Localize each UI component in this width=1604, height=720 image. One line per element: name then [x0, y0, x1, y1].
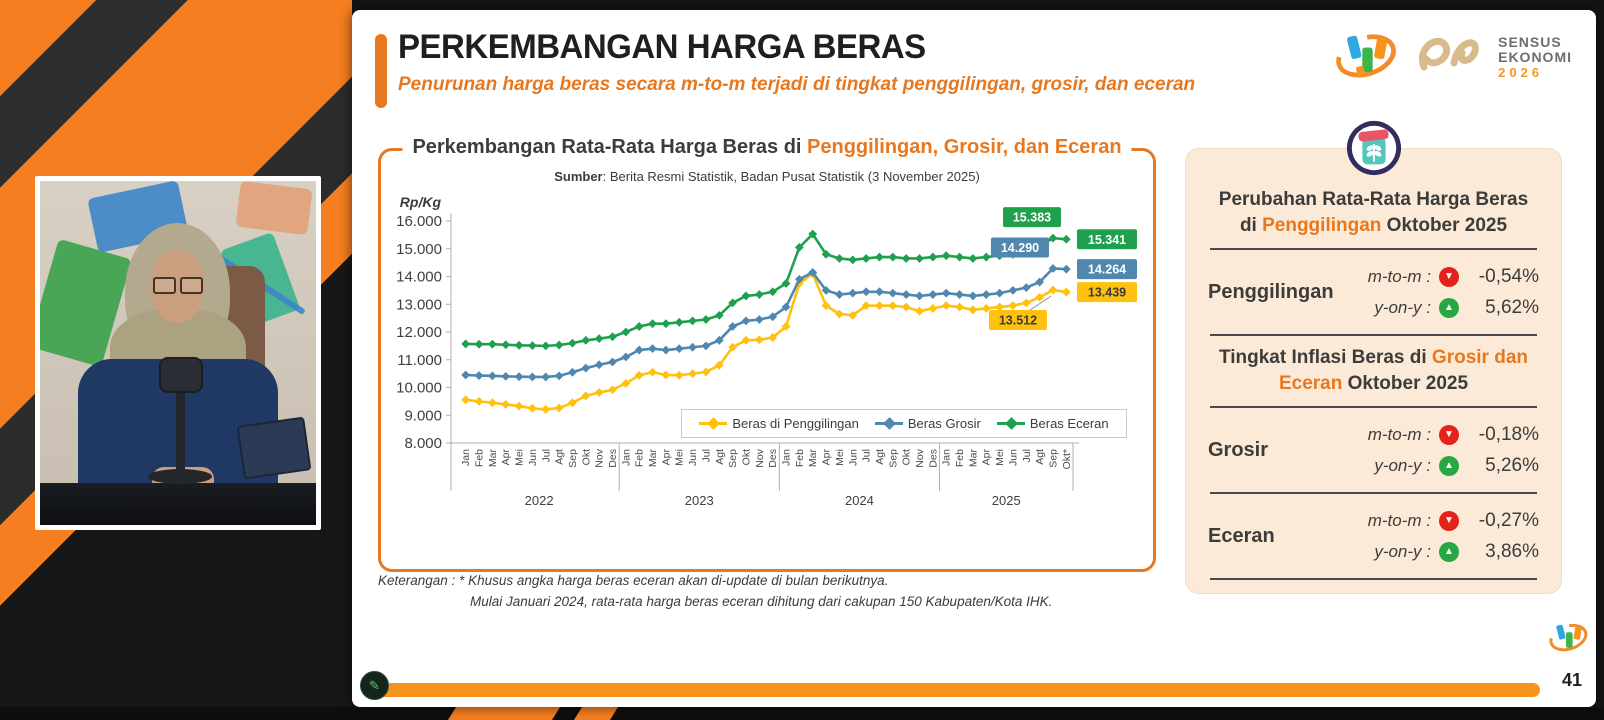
svg-text:9.000: 9.000: [404, 407, 442, 425]
svg-text:Feb: Feb: [633, 449, 646, 468]
panel-heading-grosir-eceran: Tingkat Inflasi Beras di Grosir dan Eceran Oktober 2025: [1218, 347, 1528, 394]
svg-text:2025: 2025: [991, 493, 1021, 508]
presenter-glasses: [180, 277, 203, 294]
svg-text:Agt: Agt: [553, 449, 566, 465]
svg-text:11.000: 11.000: [397, 351, 442, 369]
svg-text:Jul: Jul: [700, 449, 713, 463]
svg-text:Des: Des: [927, 449, 940, 468]
bottom-strip: [0, 707, 1604, 720]
panel-heading-penggilingan: Perubahan Rata-Rata Harga Beras di Penggilingan Oktober 2025: [1218, 189, 1529, 236]
svg-text:Feb: Feb: [793, 449, 806, 468]
legend-item-eceran: Beras Eceran: [997, 416, 1109, 431]
svg-text:Mei: Mei: [994, 449, 1007, 466]
chart-title: Perkembangan Rata-Rata Harga Beras di Penggilingan, Grosir, dan Eceran: [402, 136, 1131, 159]
svg-text:14.000: 14.000: [396, 268, 442, 286]
svg-text:Des: Des: [767, 449, 780, 468]
svg-text:2023: 2023: [684, 493, 714, 508]
svg-text:Mar: Mar: [807, 449, 820, 468]
title-accent-bar: [375, 34, 387, 108]
svg-text:12.000: 12.000: [396, 324, 442, 341]
legend-item-grosir: Beras Grosir: [875, 416, 981, 431]
legend-item-penggilingan: Beras di Penggilingan: [699, 416, 858, 431]
divider: [1210, 334, 1537, 336]
stat-row-eceran: Eceran m-to-m : ▼ -0,27% y-on-y : ▲ 3,86%: [1208, 509, 1539, 562]
stat-row-grosir: Grosir m-to-m : ▼ -0,18% y-on-y : ▲ 5,26%: [1208, 423, 1539, 476]
increase-icon: ▲: [1439, 298, 1459, 318]
pencil-icon: ✎: [360, 671, 389, 700]
svg-text:13.512: 13.512: [998, 313, 1038, 328]
tablet-device: [237, 417, 312, 480]
svg-text:Okt*: Okt*: [1060, 449, 1073, 470]
sensus-ekonomi-label: SENSUS EKONOMI 2026: [1498, 34, 1572, 80]
svg-text:Okt: Okt: [900, 449, 913, 466]
svg-text:Jan: Jan: [940, 449, 953, 466]
page-title: PERKEMBANGAN HARGA BERAS: [398, 28, 926, 66]
chart-source: Sumber: Berita Resmi Statistik, Badan Pusat Statistik (3 November 2025): [554, 169, 980, 184]
decrease-icon: ▼: [1439, 425, 1459, 445]
svg-text:Rp/Kg: Rp/Kg: [399, 194, 441, 210]
presenter-glasses: [153, 277, 176, 294]
legend-swatch-eceran: [997, 422, 1025, 425]
svg-text:14.290: 14.290: [1000, 240, 1040, 255]
svg-text:13.439: 13.439: [1087, 285, 1127, 300]
legend-swatch-penggilingan: [699, 422, 727, 425]
bps-logo-small: [1548, 618, 1590, 661]
svg-text:Des: Des: [607, 449, 619, 468]
svg-text:Jul: Jul: [540, 449, 553, 463]
svg-text:Mar: Mar: [647, 449, 660, 468]
svg-text:Sep: Sep: [1047, 449, 1060, 468]
svg-text:2024: 2024: [844, 493, 874, 508]
svg-text:13.000: 13.000: [396, 296, 442, 314]
svg-text:Mei: Mei: [673, 449, 686, 466]
svg-text:Nov: Nov: [593, 449, 606, 468]
bps-logo: [1334, 26, 1400, 89]
decrease-icon: ▼: [1439, 511, 1459, 531]
stat-row-penggilingan: Penggilingan m-to-m : ▼ -0,54% y-on-y : ▲ 5,62%: [1208, 265, 1539, 318]
svg-text:15.000: 15.000: [396, 240, 442, 258]
line-chart: [385, 191, 1145, 563]
strip-shape: [574, 707, 618, 720]
svg-text:Apr: Apr: [660, 449, 673, 466]
stats-panel: [1185, 148, 1562, 594]
svg-text:Jul: Jul: [860, 449, 873, 463]
svg-text:15.341: 15.341: [1087, 232, 1127, 247]
wall-art-orange: [235, 181, 312, 235]
svg-text:Mei: Mei: [513, 449, 526, 466]
divider: [1210, 406, 1537, 408]
svg-text:Feb: Feb: [473, 449, 486, 468]
footer-bar: [368, 683, 1540, 697]
svg-text:Agt: Agt: [713, 449, 726, 465]
microphone-stand: [176, 387, 185, 473]
svg-text:Feb: Feb: [954, 449, 967, 468]
svg-text:Apr: Apr: [500, 449, 513, 466]
desk: [40, 483, 316, 525]
legend-swatch-grosir: [875, 422, 903, 425]
logo-row: [1334, 26, 1572, 89]
svg-text:16.000: 16.000: [396, 213, 442, 230]
svg-text:8.000: 8.000: [404, 435, 442, 452]
rice-sack-icon: [1345, 119, 1403, 182]
svg-text:Agt: Agt: [1034, 449, 1047, 465]
increase-icon: ▲: [1439, 456, 1459, 476]
svg-text:15.383: 15.383: [1012, 210, 1052, 225]
svg-text:Apr: Apr: [980, 449, 993, 466]
svg-text:Jun: Jun: [1007, 449, 1020, 466]
presentation-slide: [352, 10, 1596, 707]
divider: [1210, 248, 1537, 250]
svg-text:10.000: 10.000: [396, 379, 442, 397]
microphone: [159, 357, 203, 393]
microphone-base: [148, 469, 212, 484]
svg-text:Jan: Jan: [620, 449, 633, 466]
svg-text:Sep: Sep: [727, 449, 740, 468]
svg-text:Mar: Mar: [486, 449, 499, 468]
svg-text:Jun: Jun: [687, 449, 700, 466]
svg-text:Sep: Sep: [566, 449, 579, 468]
svg-text:Nov: Nov: [914, 449, 926, 468]
sensus-ekonomi-emblem: [1412, 29, 1486, 86]
svg-text:Jun: Jun: [526, 449, 539, 466]
svg-text:Nov: Nov: [753, 449, 766, 468]
svg-text:Okt: Okt: [580, 449, 593, 466]
svg-text:Sep: Sep: [887, 448, 900, 468]
chart-card: [378, 136, 1156, 572]
svg-text:Jan: Jan: [780, 449, 793, 466]
webcam-video: [35, 176, 321, 530]
footnote: Keterangan : * Khusus angka harga beras eceran akan di-update di bulan berikutnya. Mulai Januari 2024, rata-rata harga beras eceran dihitung dari cakupan 150 Kabupaten/Kota IHK.: [378, 573, 1053, 609]
chart-legend: [681, 409, 1127, 438]
divider: [1210, 492, 1537, 494]
decrease-icon: ▼: [1439, 267, 1459, 287]
svg-text:Mei: Mei: [833, 449, 846, 466]
page-subtitle: Penurunan harga beras secara m-to-m terjadi di tingkat penggilingan, grosir, dan eceran: [398, 74, 1196, 95]
svg-text:Jul: Jul: [1020, 449, 1033, 463]
increase-icon: ▲: [1439, 542, 1459, 562]
svg-text:Apr: Apr: [820, 449, 833, 466]
svg-text:Jan: Jan: [460, 449, 473, 466]
svg-text:Okt: Okt: [740, 449, 753, 466]
svg-text:2022: 2022: [524, 493, 554, 508]
svg-text:Mar: Mar: [967, 449, 980, 468]
divider: [1210, 578, 1537, 580]
svg-text:14.264: 14.264: [1087, 262, 1127, 277]
svg-text:Agt: Agt: [873, 449, 886, 465]
svg-text:Jun: Jun: [847, 449, 860, 466]
page-number: 41: [1561, 670, 1582, 690]
strip-shape: [448, 707, 560, 720]
